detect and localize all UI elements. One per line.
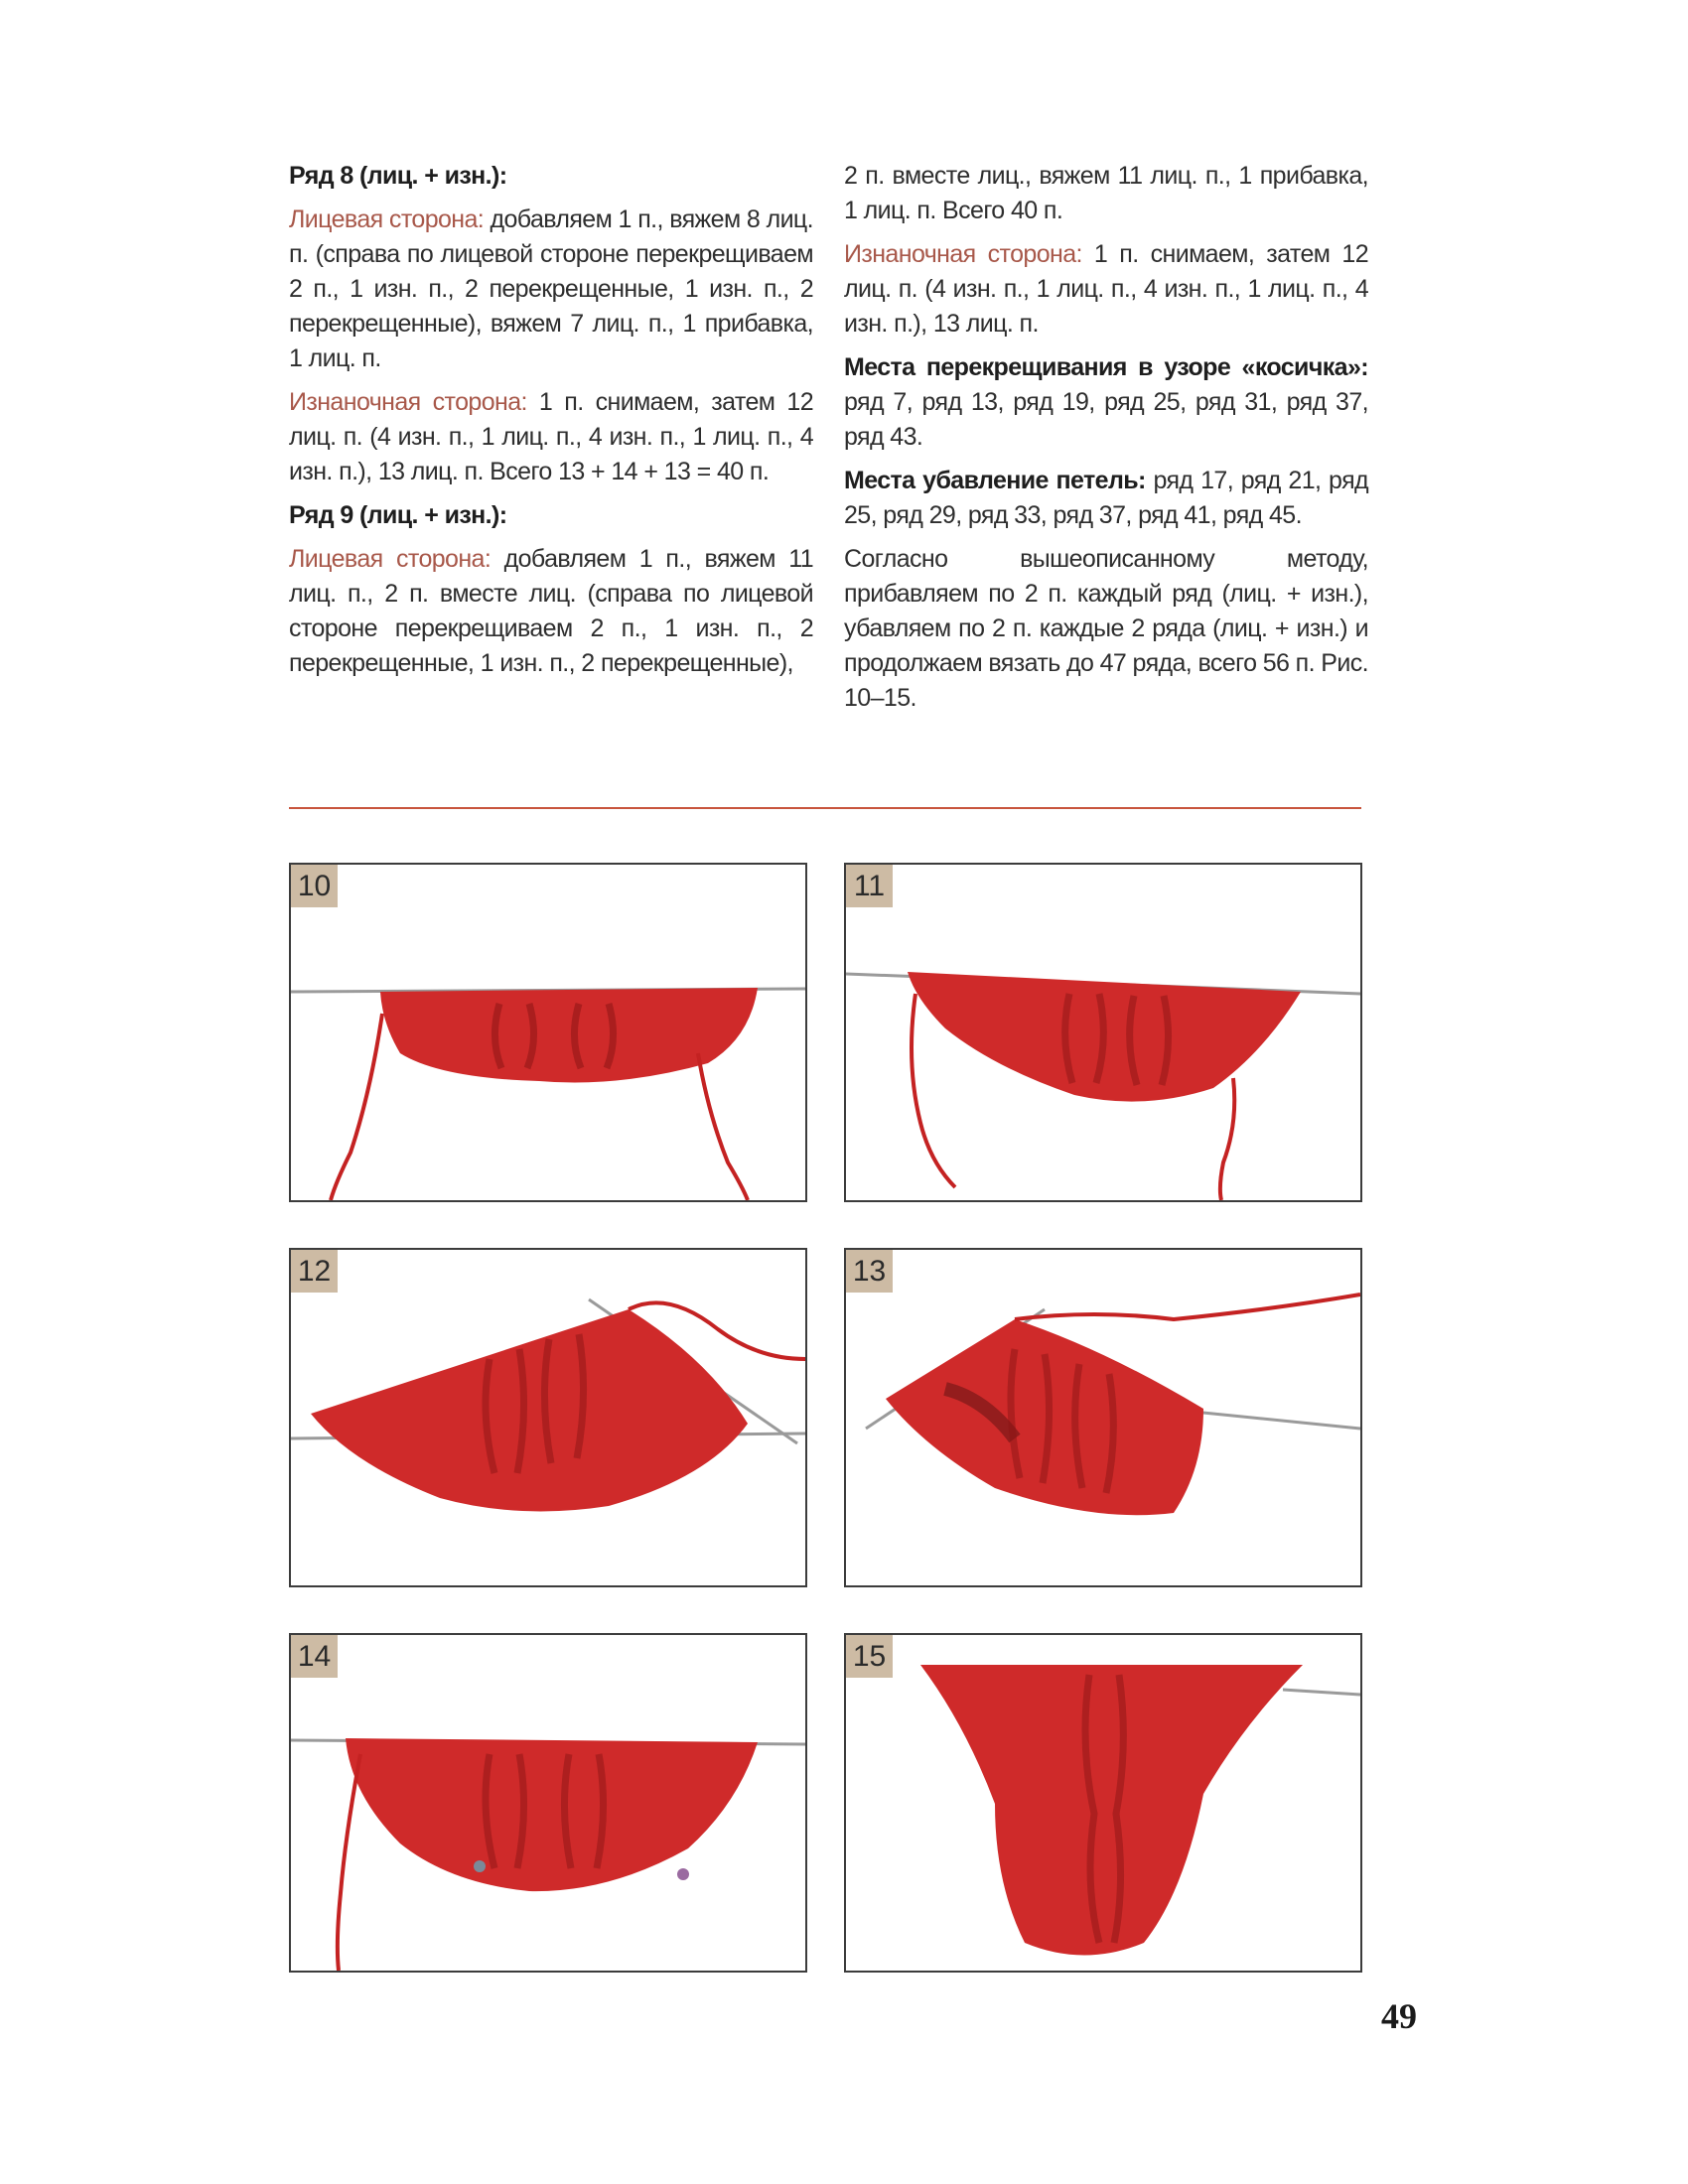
decrease-places-heading: Места убавление петель: [844,467,1146,494]
knitting-photo [291,1250,805,1585]
back-side-label: Изнаночная сторона: [844,240,1082,268]
knitting-photo [846,865,1360,1200]
row9-continuation: 2 п. вместе лиц., вяжем 11 лиц. п., 1 прибавка, 1 лиц. п. Всего 40 п. [844,162,1368,224]
figure-10 [289,863,807,1202]
figure-13 [844,1248,1362,1587]
summary-paragraph: Согласно вышеописанному методу, прибавляем по 2 п. каждый ряд (лиц. + изн.), убавляем по 2 п. каждые 2 ряда (лиц. + изн.) и продолжаем вязать до 47 ряда, всего 56 п. Рис. 10–15. [844,545,1368,712]
knitting-photo [846,1250,1360,1585]
figure-12 [289,1248,807,1587]
page-number: 49 [1381,1996,1417,2036]
back-side-label: Изнаночная сторона: [289,388,527,416]
cross-places-paragraph: Места перекрещивания в узоре «косичка»: ряд 7, ряд 13, ряд 19, ряд 25, ряд 31, ряд 37, ряд 43. [844,353,1368,451]
row9-heading: Ряд 9 (лиц. + изн.): [289,501,507,529]
cross-places-heading: Места перекрещивания в узоре «косичка»: [844,353,1368,381]
row9-back-paragraph: Изнаночная сторона: 1 п. снимаем, затем 12 лиц. п. (4 изн. п., 1 лиц. п., 4 изн. п., 1 лиц. п., 4 изн. п.), 13 лиц. п. [844,240,1368,338]
row9-front-paragraph: Лицевая сторона: добавляем 1 п., вяжем 11 лиц. п., 2 п. вместе лиц. (справа по лицевой стороне перекрещиваем 2 п., 1 изн. п., 2 перекрещенные, 1 изн. п., 2 перекрещенные), [289,545,814,677]
figure-14 [289,1633,807,1973]
right-text-column [844,159,1368,725]
figure-number-badge: 14 [291,1635,338,1678]
figure-15 [844,1633,1362,1973]
figure-number-badge: 12 [291,1250,338,1293]
figure-11 [844,863,1362,1202]
decrease-places-paragraph: Места убавление петель: ряд 17, ряд 21, ряд 25, ряд 29, ряд 33, ряд 37, ряд 41, ряд 45. [844,467,1368,529]
front-side-label: Лицевая сторона: [289,205,485,233]
figure-number-badge: 15 [846,1635,893,1678]
row8-back-paragraph: Изнаночная сторона: 1 п. снимаем, затем 12 лиц. п. (4 изн. п., 1 лиц. п., 4 изн. п., 1 лиц. п., 4 изн. п.), 13 лиц. п. Всего 13 + 14 + 13 = 40 п. [289,388,813,485]
section-divider [289,807,1361,809]
figure-number-badge: 11 [846,865,893,907]
knitting-photo [291,1635,805,1971]
knitting-photo [291,865,805,1200]
figure-number-badge: 13 [846,1250,893,1293]
row8-heading: Ряд 8 (лиц. + изн.): [289,162,507,190]
front-side-label: Лицевая сторона: [289,545,492,573]
left-text-column [289,159,813,690]
knitting-photo [846,1635,1360,1971]
figure-number-badge: 10 [291,865,338,907]
row8-front-paragraph: Лицевая сторона: добавляем 1 п., вяжем 8 лиц. п. (справа по лицевой стороне перекрещиваем 2 п., 1 изн. п., 2 перекрещенные, 1 изн. п., 2 перекрещенные), вяжем 7 лиц. п., 1 прибавка, 1 лиц. п. [289,205,813,372]
